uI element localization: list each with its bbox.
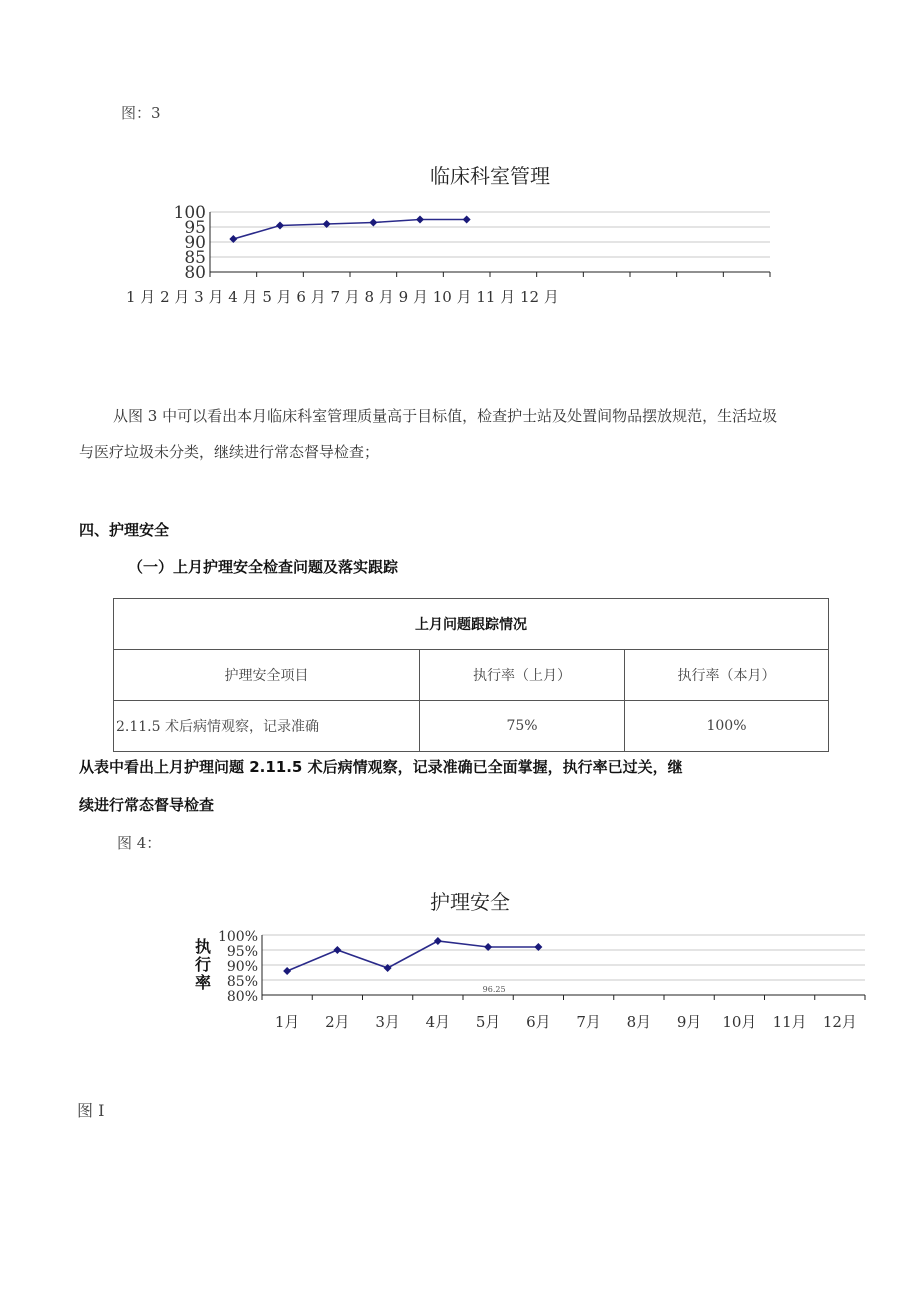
- data-point: [463, 216, 471, 224]
- table-cell-item: 2.11.5 术后病情观察，记录准确: [114, 701, 420, 752]
- x-tick-label: 6月: [526, 1013, 551, 1031]
- data-point: [283, 967, 291, 975]
- x-tick-label: 8月: [626, 1013, 652, 1031]
- data-point: [276, 222, 284, 230]
- y-tick-label: 95: [184, 218, 206, 238]
- tracking-table: [113, 598, 829, 752]
- section4-subheading: （一）上月护理安全检查问题及落实跟踪: [128, 558, 399, 576]
- paragraph1-line1: 从图 3 中可以看出本月临床科室管理质量高于目标值，检查护士站及处置间物品摆放规范，生活垃圾: [113, 407, 778, 425]
- paragraph2-line2: 续进行常态督导检查: [79, 796, 215, 814]
- data-point: [333, 946, 341, 954]
- y-tick-label: 90: [184, 233, 206, 253]
- x-tick-label: 12月: [822, 1013, 857, 1031]
- section4-heading: 四、护理安全: [79, 521, 170, 539]
- x-tick-label: 2月: [325, 1013, 350, 1031]
- footer-label: 图 I: [77, 1101, 105, 1120]
- x-tick-label: 4月: [425, 1013, 451, 1031]
- figure4-plot: [190, 880, 880, 1050]
- figure4-title: 护理安全: [430, 890, 510, 914]
- y-tick-label: 95%: [226, 944, 258, 960]
- x-tick-label: 9月: [676, 1013, 702, 1031]
- chart-annotation: 96.25: [482, 985, 506, 994]
- table-cell-current: 100%: [625, 701, 829, 752]
- table-header-row: [114, 650, 829, 701]
- table-row: [114, 701, 829, 752]
- table-title: 上月问题跟踪情况: [114, 599, 829, 650]
- y-tick-label: 80: [184, 263, 206, 283]
- x-tick-label: 5月: [475, 1013, 501, 1031]
- figure4-label: 图 4：: [117, 834, 162, 852]
- y-tick-label: 100%: [217, 929, 258, 945]
- y-tick-label: 80%: [226, 989, 258, 1005]
- x-tick-label: 11月: [772, 1013, 807, 1031]
- paragraph1-line2: 与医疗垃圾未分类，继续进行常态督导检查；: [79, 443, 380, 461]
- x-tick-label: 7月: [576, 1013, 601, 1031]
- y-tick-label: 100: [173, 203, 206, 223]
- table-title-row: [114, 599, 829, 650]
- paragraph2-line1: 从表中看出上月护理问题 2.11.5 术后病情观察，记录准确已全面掌握，执行率已过关，继: [79, 758, 683, 776]
- figure3-label: 图：3: [121, 104, 161, 122]
- data-point: [416, 216, 424, 224]
- figure3-chart: [120, 150, 800, 320]
- figure3-title: 临床科室管理: [430, 164, 550, 188]
- y-axis-title: 执行率: [192, 938, 212, 992]
- series-line: [287, 941, 538, 971]
- table-header-item: 护理安全项目: [114, 650, 420, 701]
- figure3-category-axis: 1 月 2 月 3 月 4 月 5 月 6 月 7 月 8 月 9 月 10 月 11 月 12 月: [126, 288, 559, 306]
- x-tick-label: 3月: [375, 1013, 400, 1031]
- y-tick-label: 85%: [226, 974, 258, 990]
- series-line: [233, 220, 466, 240]
- table-cell-last: 75%: [420, 701, 625, 752]
- data-point: [369, 219, 377, 227]
- data-point: [434, 937, 442, 945]
- table-header-last: 执行率（上月）: [420, 650, 625, 701]
- y-tick-label: 90%: [226, 959, 258, 975]
- figure4-chart: [190, 880, 880, 1050]
- x-tick-label: 10月: [722, 1013, 757, 1031]
- table-header-current: 执行率（本月）: [625, 650, 829, 701]
- x-tick-label: 1月: [274, 1013, 300, 1031]
- y-tick-label: 85: [184, 248, 206, 268]
